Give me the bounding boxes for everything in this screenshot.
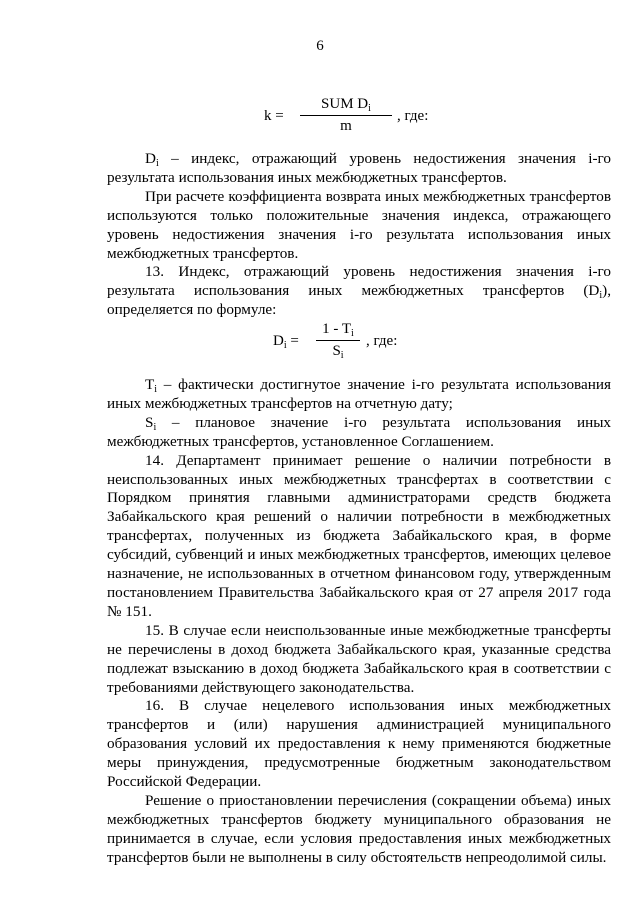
fraction-bar (316, 340, 360, 341)
paragraph-coefficient-note: При расчете коэффициента возврата иных межбюджетных трансфертов используются только положительные значения индекса, отражающего уровень недостижения значения i-го результата использования иных межбюджетных трансфертов. (107, 187, 611, 262)
formula-k-suffix: , где: (397, 108, 429, 124)
page-number: 6 (316, 38, 324, 54)
text-block-2 (107, 376, 611, 868)
paragraph-15: 15. В случае если неиспользованные иные межбюджетные трансферты не перечислены в доход бюджета Забайкальского края, указанные средства подлежат взысканию в доход бюджета Забайкальского края в соответствии с требованиями действующего законодательства. (107, 621, 611, 696)
formula-d-lhs: $D_i$ = (273, 333, 299, 351)
fraction-bar (300, 115, 392, 116)
formula-d-denominator: $S_i$ (332, 343, 344, 361)
formula-k-denominator: m (340, 118, 352, 134)
formula-k-numerator: SUM $D_i$ (321, 96, 371, 114)
paragraph-16: 16. В случае нецелевого использования иных межбюджетных трансфертов и (или) нарушения администрацией муниципального образования условий их предоставления к нему применяются бюджетные меры принуждения, предусмотренные бюджетным законодательством Российской Федерации. (107, 697, 611, 791)
formula-d-numerator: $1 - T_i$ (322, 321, 354, 339)
paragraph-suspension-decision: Решение о приостановлении перечисления (сокращении объема) иных межбюджетных трансфертов бюджету муниципального образования не принимается в случае, если условия предоставления иных межбюджетных трансфертов были не выполнены в силу обстоятельств непреодолимой силы. (107, 791, 611, 866)
paragraph-13: 13. Индекс, отражающий уровень недостижения значения i-го результата использования иных межбюджетных трансфертов $(D_i)$, определяется по формуле: (107, 263, 611, 319)
paragraph-14: 14. Департамент принимает решение о наличии потребности в неиспользованных иных межбюджетных трансфертах в соответствии с Порядком принятия главными администраторами средств бюджета Забайкальского края решений о наличии потребности в межбюджетных трансфертах, полученных из бюджета Забайкальского края, в форме субсидий, субвенций и иных межбюджетных трансфертов, имеющих целевое назначение, не использованных в отчетном финансовом году, утвержденным постановлением Правительства Забайкальского края от 27 апреля 2017 года № 151. (107, 451, 611, 620)
formula-d-suffix: , где: (366, 333, 398, 349)
paragraph-ti-definition: $T_i$ – фактически достигнутое значение i-го результата использования иных межбюджетных трансфертов на отчетную дату; (107, 376, 611, 412)
text-block-1 (107, 150, 611, 320)
formula-k-fraction (300, 96, 392, 135)
formula-d-fraction (316, 321, 360, 360)
paragraph-si-definition: $S_i$ – плановое значение i-го результата использования иных межбюджетных трансфертов, установленное Соглашением. (107, 413, 611, 450)
formula-k-lhs: k = (264, 108, 284, 124)
paragraph-di-definition: $D_i$ – индекс, отражающий уровень недостижения значения i-го результата использования иных межбюджетных трансфертов. (107, 150, 611, 186)
